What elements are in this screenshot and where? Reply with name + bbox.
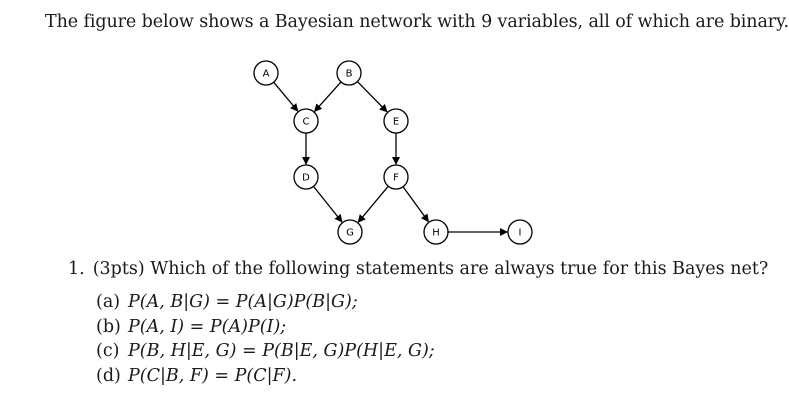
edge-a-c — [274, 82, 298, 111]
node-label: H — [432, 227, 440, 239]
options-list — [96, 290, 435, 388]
option-c — [96, 339, 435, 364]
node-label: B — [345, 68, 353, 80]
node-h — [424, 220, 448, 244]
node-label: C — [302, 116, 310, 128]
node-i — [508, 220, 532, 244]
question — [68, 259, 768, 279]
option-b — [96, 315, 435, 340]
edge-f-h — [403, 187, 428, 222]
network-edges — [274, 82, 507, 232]
question-number: 1. — [68, 259, 85, 279]
edge-b-c — [315, 82, 341, 111]
node-label: D — [302, 172, 310, 184]
option-label: (d) — [96, 365, 121, 386]
option-text: P(C|B, F) = P(C|F). — [128, 365, 298, 386]
option-label: (a) — [96, 292, 121, 312]
option-a — [96, 290, 435, 315]
option-text: P(A, B|G) = P(A|G)P(B|G); — [128, 292, 358, 312]
node-e — [384, 109, 408, 133]
option-label: (b) — [96, 316, 121, 337]
node-label: I — [518, 227, 522, 239]
node-label: E — [392, 116, 400, 128]
option-text: P(A, I) = P(A)P(I); — [128, 316, 287, 337]
node-c — [294, 109, 318, 133]
edge-f-g — [358, 186, 388, 222]
option-label: (c) — [96, 341, 120, 361]
intro-text: The figure below shows a Bayesian network with 9 variables, all of which are binary. — [45, 12, 789, 32]
node-label: G — [346, 227, 354, 239]
node-g — [338, 220, 362, 244]
option-d — [96, 364, 435, 389]
question-text: (3pts) Which of the following statements are always true for this Bayes net? — [92, 259, 769, 279]
node-d — [294, 165, 318, 189]
node-a — [254, 61, 278, 85]
node-label: F — [393, 172, 399, 184]
node-b — [337, 61, 361, 85]
node-label: A — [262, 68, 270, 80]
node-f — [384, 165, 408, 189]
edge-d-g — [313, 186, 341, 221]
edge-b-e — [357, 82, 387, 112]
option-text: P(B, H|E, G) = P(B|E, G)P(H|E, G); — [128, 341, 435, 361]
network-nodes — [254, 61, 532, 244]
